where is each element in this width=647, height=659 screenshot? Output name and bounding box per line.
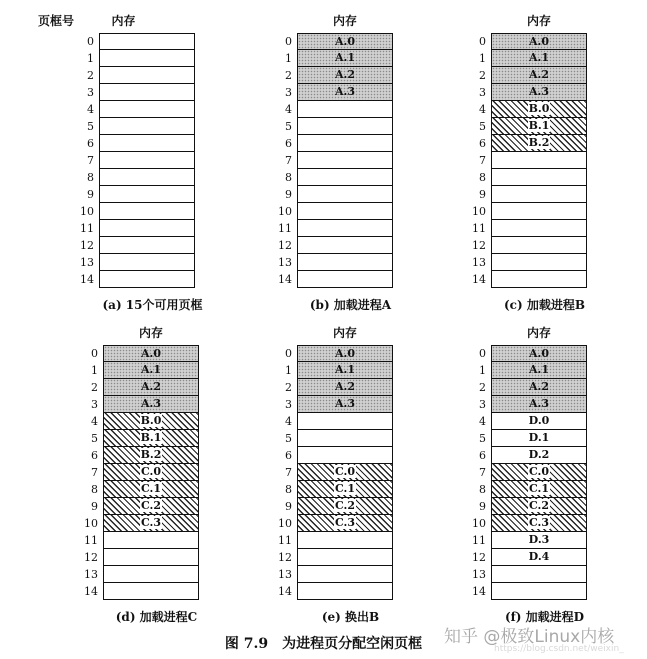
page-frame-a-1 xyxy=(297,50,393,67)
frame-number: 4 xyxy=(91,415,98,428)
page-frame-empty xyxy=(99,186,195,203)
page-frame-a-2 xyxy=(297,379,393,396)
watermark: 知乎 @极致Linux内核 xyxy=(444,627,615,647)
page-label: A.3 xyxy=(334,397,356,410)
page-label: A.3 xyxy=(528,85,550,98)
page-frame-empty xyxy=(99,33,195,50)
frame-number: 8 xyxy=(285,483,292,496)
page-label: B.1 xyxy=(140,431,162,444)
page-frame-c-0 xyxy=(297,464,393,481)
page-frame-c-0 xyxy=(103,464,199,481)
figure-caption: 图 7.9 为进程页分配空闲页框 xyxy=(224,636,423,652)
frame-number: 6 xyxy=(285,137,292,150)
page-frame-empty xyxy=(491,271,587,288)
page-frame-a-1 xyxy=(297,362,393,379)
frame-number: 11 xyxy=(84,534,98,547)
page-label: B.1 xyxy=(528,119,550,132)
panel-caption: (b) 加载进程A xyxy=(309,298,392,312)
page-frame-a-3 xyxy=(491,84,587,101)
frame-number: 11 xyxy=(278,534,292,547)
frame-number: 1 xyxy=(479,52,486,65)
page-frame-empty xyxy=(491,237,587,254)
memory-header: 内存 xyxy=(111,14,136,28)
frame-number: 14 xyxy=(278,585,292,598)
page-frame-c-2 xyxy=(103,498,199,515)
memory-panel xyxy=(278,324,478,624)
page-frame-empty xyxy=(99,237,195,254)
page-frame-empty xyxy=(99,118,195,135)
page-frame-empty xyxy=(297,566,393,583)
frame-number: 9 xyxy=(91,500,98,513)
page-frame-c-1 xyxy=(103,481,199,498)
frame-number: 8 xyxy=(87,171,94,184)
page-label: A.3 xyxy=(528,397,550,410)
page-label: A.0 xyxy=(528,347,550,360)
memory-header: 内存 xyxy=(332,326,357,340)
memory-header: 内存 xyxy=(332,14,357,28)
page-frame-a-2 xyxy=(491,67,587,84)
frame-number: 14 xyxy=(472,273,486,286)
frame-number: 11 xyxy=(472,222,486,235)
page-frame-empty xyxy=(297,186,393,203)
page-frame-empty xyxy=(103,583,199,600)
page-frame-empty xyxy=(491,583,587,600)
page-label: C.2 xyxy=(140,499,162,512)
frame-number: 13 xyxy=(80,256,94,269)
page-frame-empty xyxy=(99,101,195,118)
page-frame-a-3 xyxy=(297,396,393,413)
page-frame-d-4 xyxy=(491,549,587,566)
page-label: A.0 xyxy=(140,347,162,360)
page-frame-a-2 xyxy=(297,67,393,84)
memory-panel xyxy=(38,12,238,312)
panel-caption: (f) 加载进程D xyxy=(504,610,585,624)
memory-header: 内存 xyxy=(526,326,551,340)
frame-number: 10 xyxy=(80,205,94,218)
memory-panel xyxy=(278,12,478,312)
frame-number: 4 xyxy=(479,415,486,428)
page-frame-a-3 xyxy=(103,396,199,413)
memory-panel xyxy=(84,324,284,624)
frame-number: 2 xyxy=(285,381,292,394)
page-frame-empty xyxy=(297,447,393,464)
frame-number: 12 xyxy=(472,239,486,252)
page-frame-empty xyxy=(491,169,587,186)
page-label: A.0 xyxy=(334,35,356,48)
page-frame-a-0 xyxy=(103,345,199,362)
panel-caption: (e) 换出B xyxy=(321,610,380,624)
page-label: C.1 xyxy=(528,482,550,495)
page-frame-empty xyxy=(99,135,195,152)
frame-number: 9 xyxy=(285,188,292,201)
frame-number: 10 xyxy=(472,205,486,218)
page-frame-empty xyxy=(491,152,587,169)
page-label: A.3 xyxy=(140,397,162,410)
frame-number: 4 xyxy=(479,103,486,116)
frame-number: 7 xyxy=(285,154,292,167)
page-frame-a-1 xyxy=(491,50,587,67)
page-frame-empty xyxy=(99,152,195,169)
frame-number: 0 xyxy=(479,347,486,360)
page-label: A.0 xyxy=(528,35,550,48)
page-label: D.3 xyxy=(528,533,550,546)
frame-number: 12 xyxy=(84,551,98,564)
frame-number: 13 xyxy=(278,256,292,269)
frame-number: 7 xyxy=(91,466,98,479)
frame-number: 7 xyxy=(479,466,486,479)
frame-number: 3 xyxy=(285,398,292,411)
page-frame-a-1 xyxy=(491,362,587,379)
page-label: D.1 xyxy=(528,431,550,444)
page-label: C.2 xyxy=(334,499,356,512)
frame-number: 12 xyxy=(80,239,94,252)
frame-number: 9 xyxy=(285,500,292,513)
frame-number: 9 xyxy=(479,500,486,513)
frame-number: 13 xyxy=(472,568,486,581)
page-frame-empty xyxy=(297,583,393,600)
page-frame-empty xyxy=(297,203,393,220)
page-frame-empty xyxy=(491,186,587,203)
frame-number: 8 xyxy=(479,483,486,496)
page-label: A.1 xyxy=(528,363,550,376)
page-frame-empty xyxy=(99,271,195,288)
frame-number: 10 xyxy=(472,517,486,530)
frame-number: 8 xyxy=(285,171,292,184)
page-frame-empty xyxy=(491,203,587,220)
page-label: C.0 xyxy=(528,465,550,478)
page-label: C.0 xyxy=(140,465,162,478)
frame-number: 1 xyxy=(87,52,94,65)
watermark-url: https://blog.csdn.net/weixin_ xyxy=(494,644,624,654)
page-frame-empty xyxy=(491,220,587,237)
frame-number: 6 xyxy=(479,137,486,150)
frame-number: 8 xyxy=(479,171,486,184)
page-label: A.0 xyxy=(334,347,356,360)
frame-number: 5 xyxy=(285,432,292,445)
frame-number: 6 xyxy=(479,449,486,462)
frame-number: 1 xyxy=(285,364,292,377)
frame-number: 5 xyxy=(285,120,292,133)
page-frame-empty xyxy=(297,169,393,186)
frame-number: 3 xyxy=(479,398,486,411)
page-label: D.2 xyxy=(528,448,550,461)
page-frame-a-3 xyxy=(491,396,587,413)
frame-number: 0 xyxy=(87,35,94,48)
page-frame-empty xyxy=(297,237,393,254)
panel-caption: (d) 加载进程C xyxy=(115,610,198,624)
frame-number: 12 xyxy=(278,239,292,252)
frame-number-header: 页框号 xyxy=(38,14,75,28)
frame-number: 3 xyxy=(91,398,98,411)
page-frame-a-0 xyxy=(491,33,587,50)
page-label: B.0 xyxy=(140,414,162,427)
frame-number: 0 xyxy=(285,35,292,48)
page-frame-empty xyxy=(297,101,393,118)
page-frame-a-0 xyxy=(491,345,587,362)
page-frame-empty xyxy=(297,532,393,549)
panel-caption: (a) 15个可用页框 xyxy=(102,298,203,312)
page-frame-empty xyxy=(103,549,199,566)
page-label: C.0 xyxy=(334,465,356,478)
memory-panel xyxy=(472,12,647,312)
page-frame-d-0 xyxy=(491,413,587,430)
page-frame-c-1 xyxy=(491,481,587,498)
memory-header: 内存 xyxy=(526,14,551,28)
page-label: A.2 xyxy=(528,380,550,393)
frame-number: 0 xyxy=(91,347,98,360)
frame-number: 5 xyxy=(479,432,486,445)
page-frame-empty xyxy=(103,532,199,549)
frame-number: 10 xyxy=(84,517,98,530)
frame-number: 12 xyxy=(278,551,292,564)
page-frame-b-1 xyxy=(491,118,587,135)
page-frame-c-3 xyxy=(297,515,393,532)
page-frame-a-0 xyxy=(297,345,393,362)
page-frame-empty xyxy=(297,549,393,566)
frame-number: 0 xyxy=(479,35,486,48)
page-label: A.1 xyxy=(334,363,356,376)
frame-number: 5 xyxy=(87,120,94,133)
frame-number: 0 xyxy=(285,347,292,360)
page-frame-d-2 xyxy=(491,447,587,464)
memory-panel xyxy=(472,324,647,624)
page-frame-empty xyxy=(99,67,195,84)
page-frame-c-2 xyxy=(491,498,587,515)
page-label: C.1 xyxy=(334,482,356,495)
page-frame-empty xyxy=(297,271,393,288)
frame-number: 2 xyxy=(91,381,98,394)
frame-number: 9 xyxy=(479,188,486,201)
page-frame-empty xyxy=(99,84,195,101)
frame-number: 4 xyxy=(285,103,292,116)
page-frame-a-2 xyxy=(491,379,587,396)
memory-header: 内存 xyxy=(138,326,163,340)
frame-number: 2 xyxy=(479,69,486,82)
frame-number: 3 xyxy=(285,86,292,99)
frame-number: 4 xyxy=(285,415,292,428)
frame-number: 4 xyxy=(87,103,94,116)
page-frame-c-0 xyxy=(491,464,587,481)
page-label: C.3 xyxy=(528,516,550,529)
page-label: B.2 xyxy=(140,448,162,461)
page-label: B.2 xyxy=(528,136,550,149)
frame-number: 14 xyxy=(80,273,94,286)
frame-number: 13 xyxy=(472,256,486,269)
page-frame-empty xyxy=(99,254,195,271)
page-label: A.1 xyxy=(528,51,550,64)
page-frame-empty xyxy=(491,566,587,583)
page-label: A.1 xyxy=(334,51,356,64)
page-frame-d-1 xyxy=(491,430,587,447)
page-frame-b-2 xyxy=(103,447,199,464)
frame-number: 11 xyxy=(278,222,292,235)
page-frame-b-2 xyxy=(491,135,587,152)
page-frame-empty xyxy=(103,566,199,583)
page-frame-empty xyxy=(99,169,195,186)
frame-number: 1 xyxy=(91,364,98,377)
page-frame-c-3 xyxy=(491,515,587,532)
frame-number: 12 xyxy=(472,551,486,564)
frame-number: 8 xyxy=(91,483,98,496)
page-frame-c-3 xyxy=(103,515,199,532)
page-frame-a-0 xyxy=(297,33,393,50)
page-frame-a-2 xyxy=(103,379,199,396)
frame-number: 6 xyxy=(285,449,292,462)
page-label: C.1 xyxy=(140,482,162,495)
frame-number: 10 xyxy=(278,205,292,218)
frame-number: 14 xyxy=(278,273,292,286)
page-frame-b-0 xyxy=(491,101,587,118)
page-frame-c-1 xyxy=(297,481,393,498)
page-label: D.0 xyxy=(528,414,550,427)
frame-number: 1 xyxy=(285,52,292,65)
page-label: C.3 xyxy=(140,516,162,529)
frame-number: 10 xyxy=(278,517,292,530)
frame-number: 13 xyxy=(278,568,292,581)
frame-number: 6 xyxy=(91,449,98,462)
page-frame-empty xyxy=(297,118,393,135)
frame-number: 9 xyxy=(87,188,94,201)
page-frame-empty xyxy=(297,430,393,447)
page-label: A.3 xyxy=(334,85,356,98)
page-frame-empty xyxy=(297,135,393,152)
page-label: A.2 xyxy=(334,380,356,393)
frame-number: 14 xyxy=(472,585,486,598)
page-label: A.1 xyxy=(140,363,162,376)
frame-number: 7 xyxy=(479,154,486,167)
page-frame-d-3 xyxy=(491,532,587,549)
page-label: A.2 xyxy=(140,380,162,393)
frame-number: 2 xyxy=(87,69,94,82)
frame-number: 2 xyxy=(285,69,292,82)
page-frame-b-1 xyxy=(103,430,199,447)
page-frame-c-2 xyxy=(297,498,393,515)
frame-number: 5 xyxy=(91,432,98,445)
page-frame-empty xyxy=(99,203,195,220)
page-frame-empty xyxy=(297,220,393,237)
page-label: C.2 xyxy=(528,499,550,512)
page-label: B.0 xyxy=(528,102,550,115)
page-frame-empty xyxy=(297,413,393,430)
frame-number: 3 xyxy=(87,86,94,99)
page-frame-empty xyxy=(99,50,195,67)
page-label: A.2 xyxy=(528,68,550,81)
frame-number: 7 xyxy=(285,466,292,479)
frame-number: 14 xyxy=(84,585,98,598)
page-frame-b-0 xyxy=(103,413,199,430)
frame-number: 2 xyxy=(479,381,486,394)
page-label: D.4 xyxy=(528,550,550,563)
frame-number: 3 xyxy=(479,86,486,99)
page-frame-empty xyxy=(297,152,393,169)
page-frame-a-3 xyxy=(297,84,393,101)
page-frame-a-1 xyxy=(103,362,199,379)
frame-number: 11 xyxy=(472,534,486,547)
frame-number: 6 xyxy=(87,137,94,150)
frame-number: 13 xyxy=(84,568,98,581)
panel-caption: (c) 加载进程B xyxy=(504,298,585,312)
page-frame-empty xyxy=(491,254,587,271)
page-label: A.2 xyxy=(334,68,356,81)
page-frame-empty xyxy=(99,220,195,237)
frame-number: 7 xyxy=(87,154,94,167)
frame-number: 1 xyxy=(479,364,486,377)
frame-number: 11 xyxy=(80,222,94,235)
frame-number: 5 xyxy=(479,120,486,133)
page-frame-empty xyxy=(297,254,393,271)
page-label: C.3 xyxy=(334,516,356,529)
